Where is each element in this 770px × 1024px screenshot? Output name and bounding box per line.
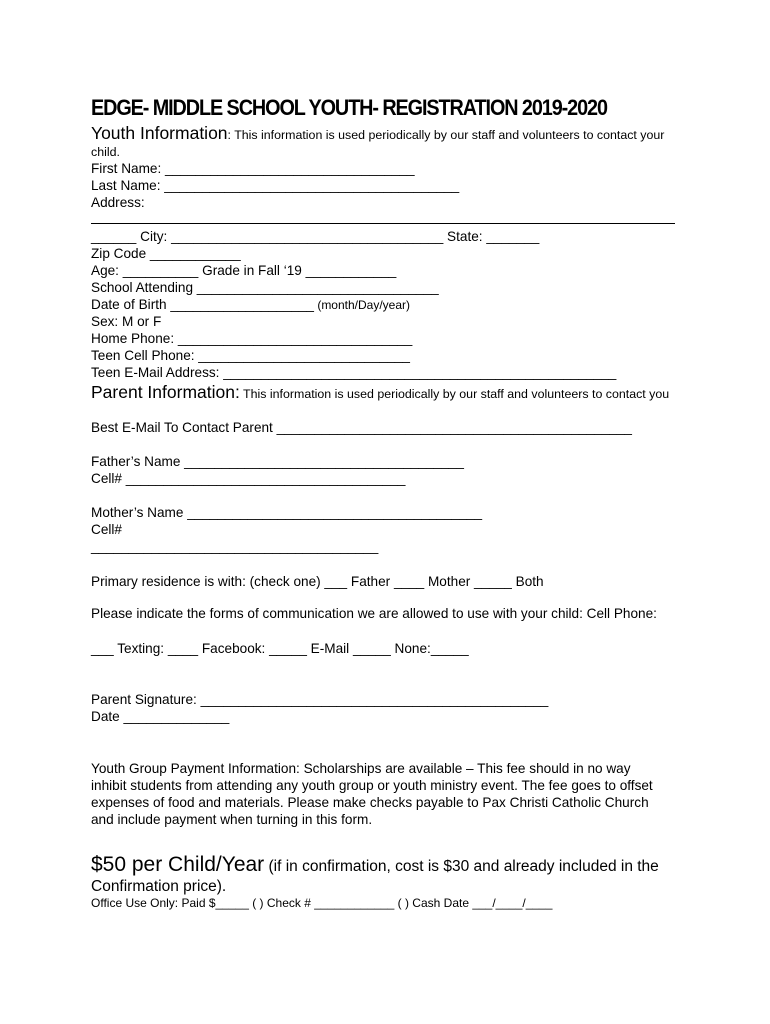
last-name-field[interactable]: Last Name: _______________________________________ xyxy=(91,178,460,193)
mother-cell-field[interactable]: ______________________________________ xyxy=(91,539,379,554)
parent-information-heading: Parent Information: xyxy=(91,382,240,402)
best-email-field[interactable]: Best E-Mail To Contact Parent _______________________________________________ xyxy=(91,420,632,435)
father-cell-field[interactable]: Cell# _____________________________________ xyxy=(91,471,406,486)
mother-cell-label: Cell# xyxy=(91,522,122,537)
date-of-birth-hint: (month/Day/year) xyxy=(313,298,411,312)
address-line[interactable] xyxy=(91,223,675,224)
parent-information-note: This information is used periodically by our staff and volunteers to contact you xyxy=(239,387,670,401)
home-phone-field[interactable]: Home Phone: _______________________________ xyxy=(91,331,413,346)
date-field[interactable]: Date ______________ xyxy=(91,709,230,724)
mother-name-field[interactable]: Mother’s Name _______________________________________ xyxy=(91,505,483,520)
fee-line xyxy=(91,853,659,879)
parent-information-line xyxy=(91,384,669,403)
youth-information-line xyxy=(91,125,664,144)
sex-field[interactable]: Sex: M or F xyxy=(91,314,162,329)
payment-info-line-1: Youth Group Payment Information: Scholarships are available – This fee should in no way xyxy=(91,761,631,776)
fee-amount: $50 per Child/Year xyxy=(91,853,265,876)
fee-note: (if in confirmation, cost is $30 and already included in the xyxy=(264,858,659,875)
age-grade-field[interactable]: Age: __________ Grade in Fall ‘19 ____________ xyxy=(91,263,397,278)
youth-information-heading: Youth Information xyxy=(91,123,228,143)
communication-options[interactable]: ___ Texting: ____ Facebook: _____ E-Mail _____ None:_____ xyxy=(91,641,469,656)
payment-info-line-3: expenses of food and materials. Please make checks payable to Pax Christi Catholic Church xyxy=(91,795,649,810)
youth-information-note-continued: child. xyxy=(91,145,120,159)
school-attending-field[interactable]: School Attending ________________________________ xyxy=(91,280,439,295)
address-label: Address: xyxy=(91,195,145,210)
date-of-birth-line[interactable] xyxy=(91,296,410,314)
date-of-birth-field[interactable]: Date of Birth ___________________ xyxy=(91,297,314,312)
fee-note-continued: Confirmation price). xyxy=(91,878,227,895)
parent-signature-field[interactable]: Parent Signature: ______________________________________________ xyxy=(91,692,549,707)
zip-code-field[interactable]: Zip Code ____________ xyxy=(91,246,241,261)
teen-email-field[interactable]: Teen E-Mail Address: ____________________________________________________ xyxy=(91,365,617,380)
youth-information-note: : This information is used periodically by our staff and volunteers to contact your xyxy=(227,128,665,142)
form-title: EDGE- MIDDLE SCHOOL YOUTH- REGISTRATION 2019-2020 xyxy=(91,95,607,120)
office-use-only: Office Use Only: Paid $_____ ( ) Check # ____________ ( ) Cash Date ___/____/____ xyxy=(91,896,553,910)
communication-question: Please indicate the forms of communication we are allowed to use with your child: Cell Phone: xyxy=(91,606,657,621)
payment-info-line-4: and include payment when turning in this form. xyxy=(91,812,373,827)
primary-residence-field[interactable]: Primary residence is with: (check one) ___ Father ____ Mother _____ Both xyxy=(91,574,544,589)
city-state-field[interactable]: ______ City: ____________________________________ State: _______ xyxy=(91,229,540,244)
payment-info-line-2: inhibit students from attending any youth group or youth ministry event. The fee goes to offset xyxy=(91,778,653,793)
father-name-field[interactable]: Father’s Name _____________________________________ xyxy=(91,454,464,469)
first-name-field[interactable]: First Name: _________________________________ xyxy=(91,161,415,176)
teen-cell-phone-field[interactable]: Teen Cell Phone: ____________________________ xyxy=(91,348,410,363)
